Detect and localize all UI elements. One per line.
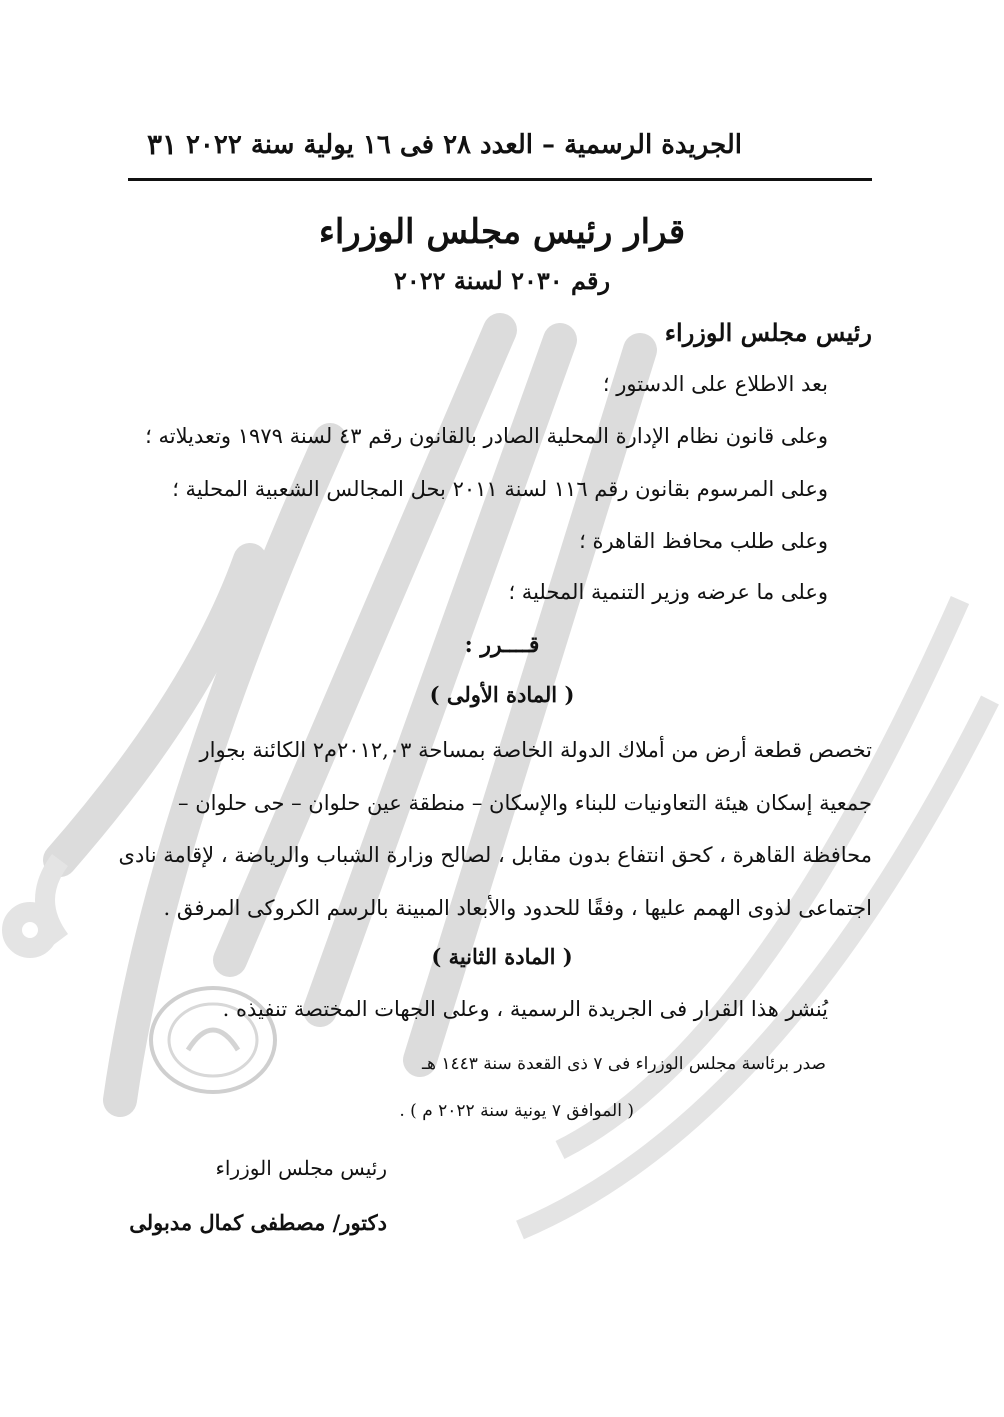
article-1-line: تخصص قطعة أرض من أملاك الدولة الخاصة بمساحة ٢٠١٢,٠٣م٢ الكائنة بجوار bbox=[199, 738, 872, 762]
signature-title: رئيس مجلس الوزراء bbox=[215, 1156, 387, 1180]
article-2-title: ( المادة الثانية ) bbox=[431, 944, 573, 969]
signature-name: دكتور/ مصطفى كمال مدبولى bbox=[129, 1210, 387, 1235]
header-title: الجريدة الرسمية – العدد ٢٨ فى ١٦ يولية سنة ٢٠٢٢ bbox=[185, 130, 742, 160]
issued-date: صدر برئاسة مجلس الوزراء فى ٧ ذى القعدة سنة ١٤٤٣ هـ bbox=[421, 1054, 826, 1074]
page-number: ٣١ bbox=[147, 128, 178, 161]
article-1-line: اجتماعى لذوى الهمم عليها ، وفقًا للحدود والأبعاد المبينة بالرسم الكروكى المرفق . bbox=[163, 896, 872, 920]
preamble-line: وعلى قانون نظام الإدارة المحلية الصادر بالقانون رقم ٤٣ لسنة ١٩٧٩ وتعديلاته ؛ bbox=[145, 424, 828, 448]
decree-number: رقم ٢٠٣٠ لسنة ٢٠٢٢ bbox=[393, 266, 611, 295]
preamble-line: بعد الاطلاع على الدستور ؛ bbox=[602, 372, 828, 396]
article-1-line: جمعية إسكان هيئة التعاونيات للبناء والإسكان – منطقة عين حلوان – حى حلوان – bbox=[178, 791, 872, 815]
article-1-line: محافظة القاهرة ، كحق انتفاع بدون مقابل ، لصالح وزارة الشباب والرياضة ، لإقامة نادى bbox=[118, 843, 872, 867]
decree-title: قرار رئيس مجلس الوزراء bbox=[318, 212, 686, 252]
decided-heading: قــــرر : bbox=[464, 632, 540, 658]
issuer-heading: رئيس مجلس الوزراء bbox=[664, 318, 872, 347]
header-divider bbox=[128, 178, 872, 181]
issued-gregorian: ( الموافق ٧ يونية سنة ٢٠٢٢ م ) . bbox=[399, 1101, 634, 1121]
preamble-line: وعلى المرسوم بقانون رقم ١١٦ لسنة ٢٠١١ بحل المجالس الشعبية المحلية ؛ bbox=[172, 477, 828, 501]
article-2-text: يُنشر هذا القرار فى الجريدة الرسمية ، وعلى الجهات المختصة تنفيذه . bbox=[222, 997, 828, 1021]
article-1-title: ( المادة الأولى ) bbox=[429, 682, 575, 707]
preamble-line: وعلى طلب محافظ القاهرة ؛ bbox=[579, 529, 828, 553]
preamble-line: وعلى ما عرضه وزير التنمية المحلية ؛ bbox=[508, 580, 828, 604]
